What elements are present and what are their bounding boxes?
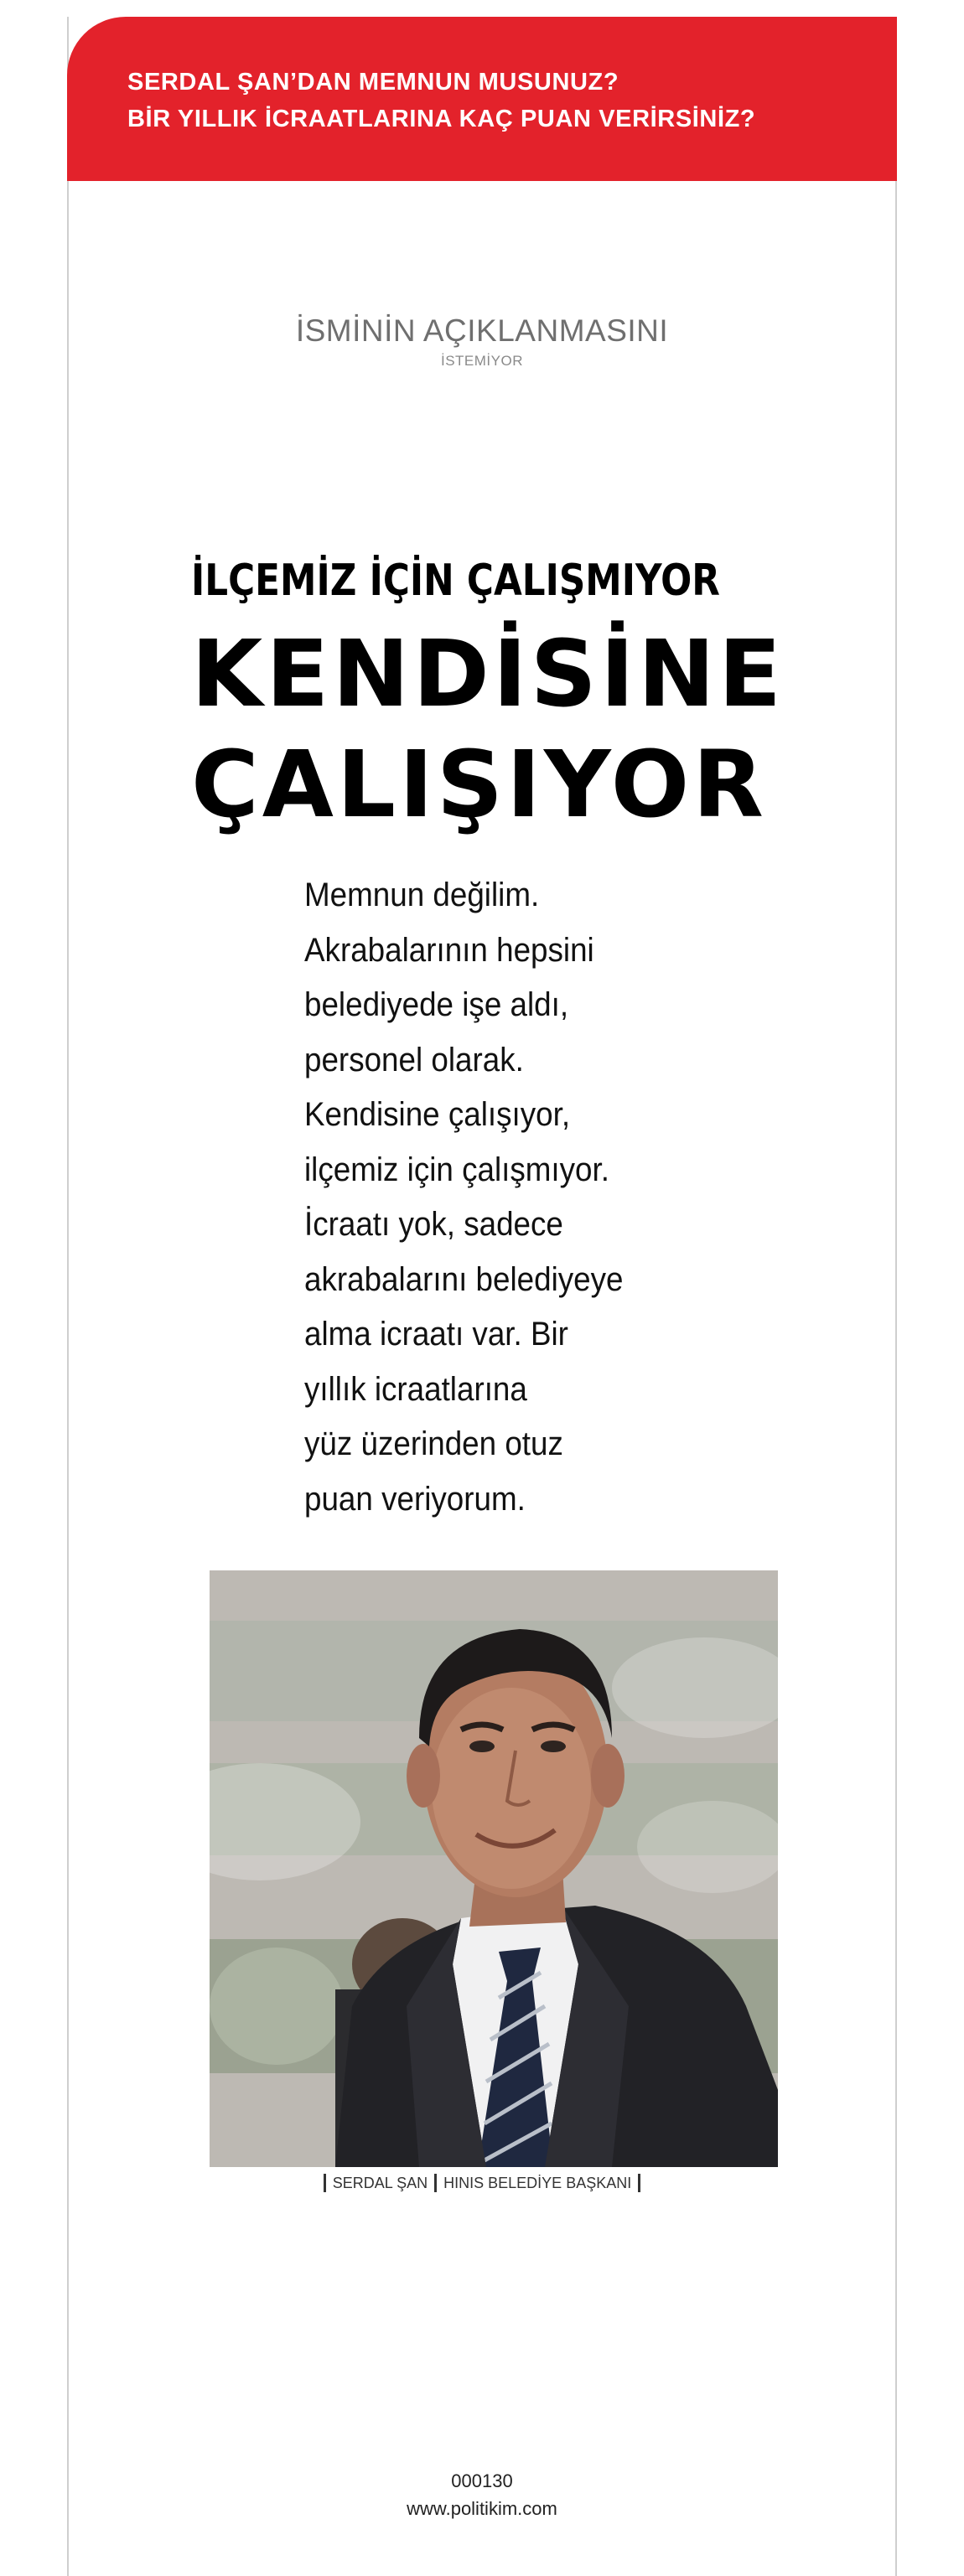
quote-line: puan veriyorum. bbox=[304, 1480, 526, 1518]
caption-separator bbox=[324, 2174, 326, 2192]
banner-question-line-1: SERDAL ŞAN’DAN MEMNUN MUSUNUZ? bbox=[127, 69, 619, 96]
photo-caption bbox=[0, 2174, 964, 2192]
quote-line: Memnun değilim. bbox=[304, 877, 540, 913]
quote-line: akrabalarını belediyeye bbox=[304, 1260, 624, 1298]
quote-text bbox=[304, 868, 774, 1527]
headline-line-1: KENDİSİNE bbox=[191, 620, 785, 727]
banner-question-line-2: BİR YILLIK İCRAATLARINA KAÇ PUAN VERİRSİNİZ? bbox=[127, 106, 756, 132]
caption-name: SERDAL ŞAN bbox=[332, 2174, 428, 2191]
caption-separator bbox=[638, 2174, 640, 2192]
headline bbox=[191, 543, 862, 840]
respondent-label-line-1: İSMİNİN AÇIKLANMASINI bbox=[295, 313, 669, 348]
quote-line: belediyede işe aldı, bbox=[304, 986, 569, 1023]
quote-line: Akrabalarının hepsini bbox=[304, 931, 594, 969]
question-banner bbox=[67, 17, 897, 181]
respondent-label-line-2: İSTEMİYOR bbox=[440, 353, 523, 369]
quote-line: Kendisine çalışıyor, bbox=[304, 1096, 571, 1133]
quote-line: personel olarak. bbox=[304, 1041, 524, 1079]
mayor-portrait-photo bbox=[210, 1570, 778, 2167]
quote-line: yıllık icraatlarına bbox=[304, 1370, 527, 1408]
headline-line-2: ÇALIŞIYOR bbox=[191, 731, 767, 838]
quote-line: alma icraatı var. Bir bbox=[304, 1316, 568, 1353]
footer-code: 000130 bbox=[451, 2470, 513, 2491]
caption-separator bbox=[434, 2174, 437, 2192]
footer-website: www.politikim.com bbox=[407, 2498, 557, 2519]
quote-line: ilçemiz için çalışmıyor. bbox=[304, 1151, 609, 1188]
footer bbox=[0, 2467, 964, 2522]
quote-line: yüz üzerinden otuz bbox=[304, 1425, 563, 1462]
caption-title: HINIS BELEDİYE BAŞKANI bbox=[443, 2174, 632, 2191]
quote-line: İcraatı yok, sadece bbox=[304, 1206, 563, 1243]
respondent-label bbox=[0, 310, 964, 370]
headline-kicker: İLÇEMİZ İÇİN ÇALIŞMIYOR bbox=[191, 556, 720, 606]
